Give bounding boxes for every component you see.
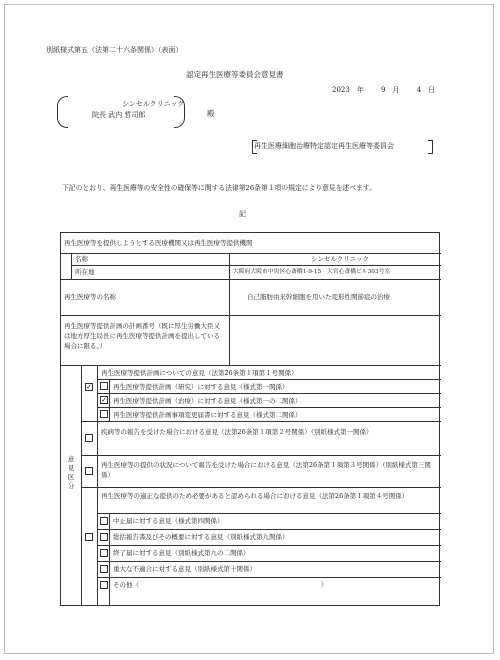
sub-summary-checkbox[interactable] bbox=[100, 533, 108, 541]
rule bbox=[97, 545, 441, 546]
rule bbox=[81, 421, 441, 422]
rule bbox=[81, 487, 441, 488]
sub-summary-text: 総括報告書及びその概要に対する意見（別紙様式第九関係） bbox=[113, 533, 289, 541]
intro-text: 下記のとおり、再生医療等の安全性の確保等に関する法律第26条第１項の規定により意見を述べます。 bbox=[62, 184, 376, 192]
rule bbox=[229, 279, 230, 365]
opinion-status-checkbox[interactable] bbox=[85, 467, 93, 475]
rule bbox=[97, 365, 98, 421]
sub-noncompliance-text: 重大な不適合に対する意見（別紙様式第十関係） bbox=[113, 565, 256, 573]
rule bbox=[81, 455, 441, 456]
rule bbox=[61, 253, 441, 254]
rule bbox=[97, 577, 441, 578]
sub-other-text: その他（ ） bbox=[113, 581, 328, 589]
committee-name: 再生医療細胞治療特定認定再生医療等委員会 bbox=[254, 142, 394, 150]
rule bbox=[97, 487, 98, 605]
sub-end-checkbox[interactable] bbox=[100, 549, 108, 557]
addressee-head: 院長 武内 哲司郎 bbox=[92, 111, 146, 119]
sub-change-checkbox[interactable] bbox=[100, 410, 108, 418]
sub-other-checkbox[interactable] bbox=[100, 581, 108, 589]
opinion-necessary-text: 再生医療等の適正な提供のため必要があると認められる場合における意見（法第26条第１項第４号関係） bbox=[101, 492, 409, 500]
document-date: 2023 年 9 月 4 日 bbox=[332, 86, 436, 94]
rule bbox=[61, 279, 441, 280]
sub-end-text: 終了届に対する意見（別紙様式第九の二関係） bbox=[113, 549, 250, 557]
sub-research-checkbox[interactable] bbox=[100, 382, 108, 390]
committee-bracket-right bbox=[428, 140, 433, 154]
ki-heading: 記 bbox=[239, 210, 246, 218]
opinion-disease-checkbox[interactable] bbox=[85, 434, 93, 442]
treatment-label: 再生医療等の名称 bbox=[64, 293, 116, 301]
addressee-clinic-name: シンセルクリニック bbox=[122, 100, 185, 108]
sub-change-text: 再生医療等提供計画事項変更届書に対する意見（様式第二関係） bbox=[113, 411, 302, 419]
address-value: 大阪府大阪市中央区心斎橋1-9-15 大宮心斎橋ビル303号室 bbox=[233, 269, 391, 275]
rule bbox=[61, 315, 441, 316]
rule bbox=[71, 265, 441, 266]
rule bbox=[97, 529, 441, 530]
sub-research-text: 再生医療等提供計画（研究）に対する意見（様式第一関係） bbox=[113, 383, 289, 391]
form-number: 別紙様式第五（法第二十六条関係）（表面） bbox=[46, 46, 183, 54]
rule bbox=[109, 379, 110, 421]
sub-suspend-checkbox[interactable] bbox=[100, 517, 108, 525]
rule bbox=[71, 253, 72, 279]
provider-header: 再生医療等を提供しようとする医療機関又は再生医療等提供機関 bbox=[64, 239, 253, 247]
treatment-value: 自己脂肪由来幹細胞を用いた変形性関節症の治療 bbox=[247, 293, 390, 301]
sub-suspend-text: 中止届に対する意見（様式第四関係） bbox=[113, 517, 224, 525]
name-value: シンセルクリニック bbox=[311, 255, 369, 263]
opinion-table bbox=[60, 232, 440, 606]
sub-treatment-text: 再生医療等提供計画（治療）に対する意見（様式第一の二関係） bbox=[113, 397, 302, 405]
rule bbox=[229, 253, 230, 279]
address-label: 所在地 bbox=[75, 268, 95, 276]
plan-number-label: 再生医療等提供計画の計画番号（既に厚生労働大臣又は地方厚生局長に再生医療等提供計画を提出している場合に限る。） bbox=[64, 322, 220, 350]
rule bbox=[97, 455, 98, 487]
addressee-brace-left bbox=[57, 96, 68, 128]
sub-treatment-checkbox[interactable]: ✓ bbox=[101, 396, 107, 404]
addressee-honorific: 殿 bbox=[207, 109, 215, 118]
category-label: 意見区分 bbox=[67, 455, 75, 490]
opinion-necessary-checkbox[interactable] bbox=[85, 533, 93, 541]
rule bbox=[97, 407, 441, 408]
opinion-plan-text: 再生医療等提供計画についての意見（法第26条第１項第１号関係） bbox=[101, 369, 298, 377]
name-label: 名称 bbox=[75, 255, 88, 263]
opinion-status-text: 再生医療等の提供の状況について報告を受けた場合における意見（法第26条第１項第３号関係）（別紙様式第三関係） bbox=[101, 461, 431, 479]
rule bbox=[97, 513, 441, 514]
document-title: 認定再生医療等委員会意見書 bbox=[186, 70, 284, 79]
rule bbox=[97, 379, 441, 380]
rule bbox=[81, 365, 82, 605]
rule bbox=[97, 421, 98, 455]
opinion-plan-checkbox[interactable]: ✓ bbox=[86, 383, 92, 391]
rule bbox=[97, 393, 441, 394]
opinion-disease-text: 疾病等の報告を受けた場合における意見（法第26条第１項第２号関係）（別紙様式第一関係） bbox=[101, 428, 373, 436]
rule bbox=[109, 513, 110, 605]
rule bbox=[61, 365, 441, 366]
rule bbox=[97, 561, 441, 562]
sub-noncompliance-checkbox[interactable] bbox=[100, 565, 108, 573]
